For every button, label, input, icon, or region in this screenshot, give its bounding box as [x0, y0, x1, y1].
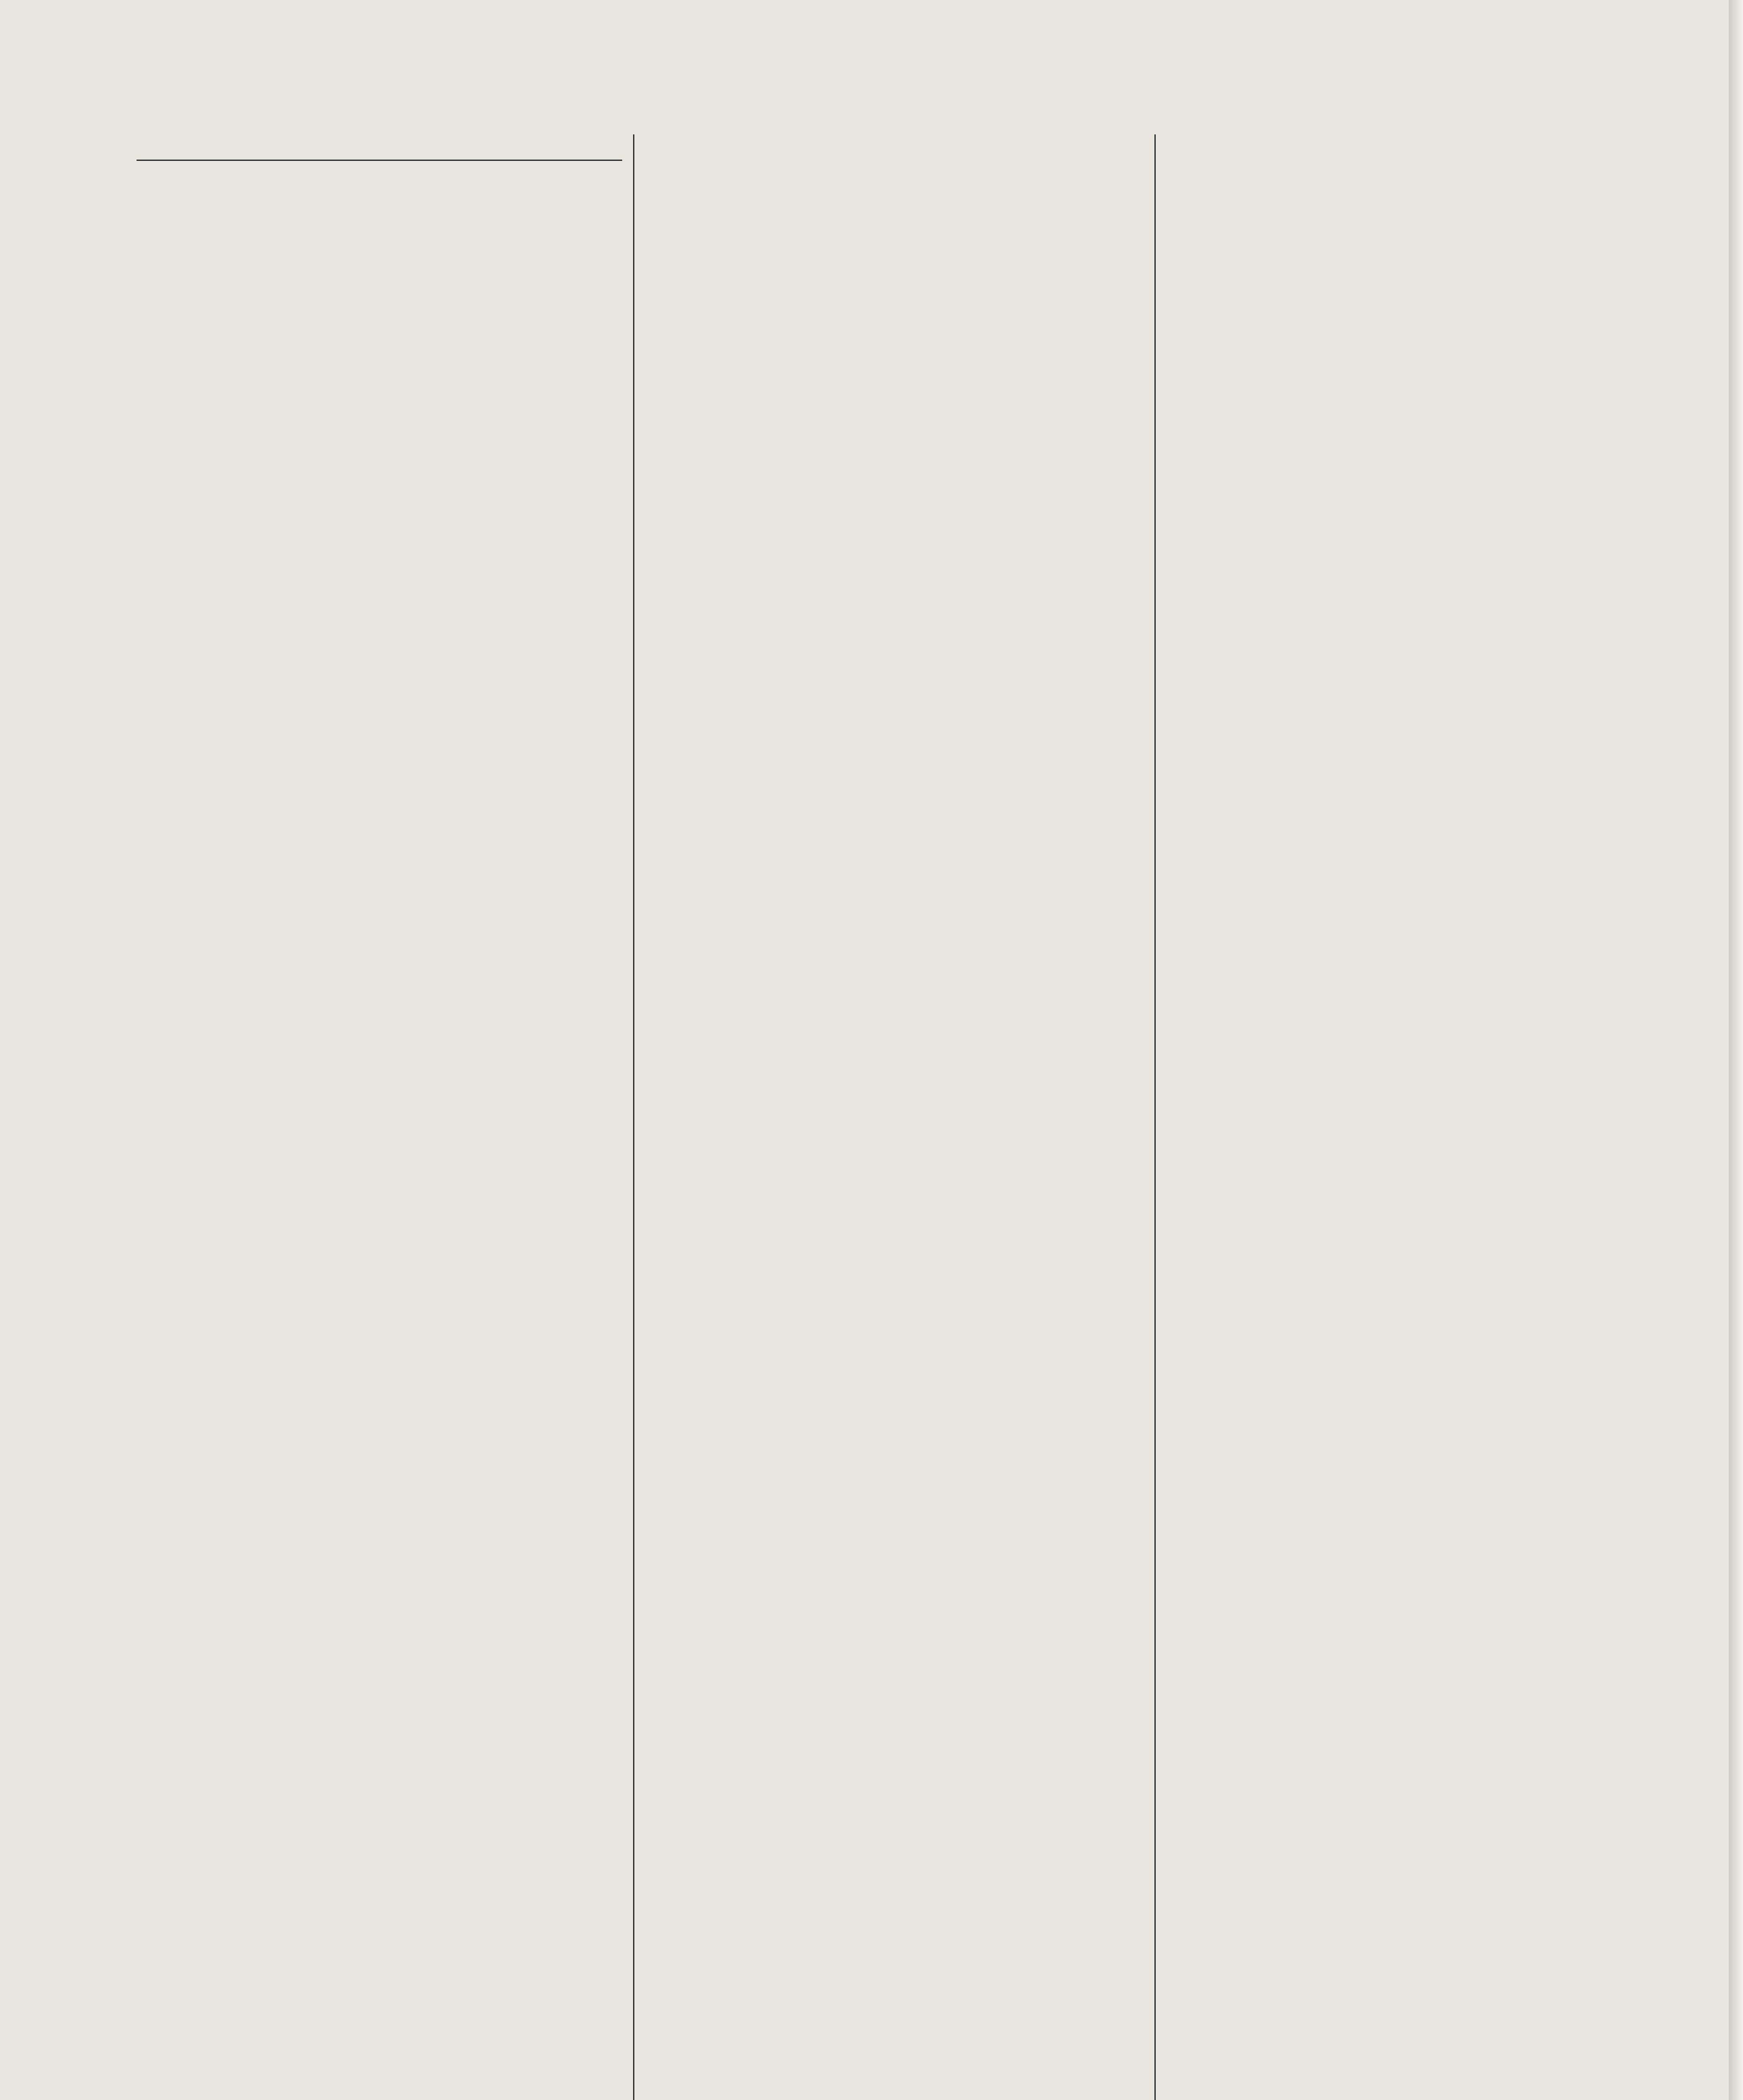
divider	[137, 160, 622, 161]
column-rule	[633, 134, 634, 2100]
column-1	[137, 150, 622, 2100]
column-3	[1169, 150, 1664, 2100]
column-rule	[1154, 134, 1156, 2100]
page-edge	[1729, 0, 1743, 2100]
column-2	[648, 150, 1143, 2100]
